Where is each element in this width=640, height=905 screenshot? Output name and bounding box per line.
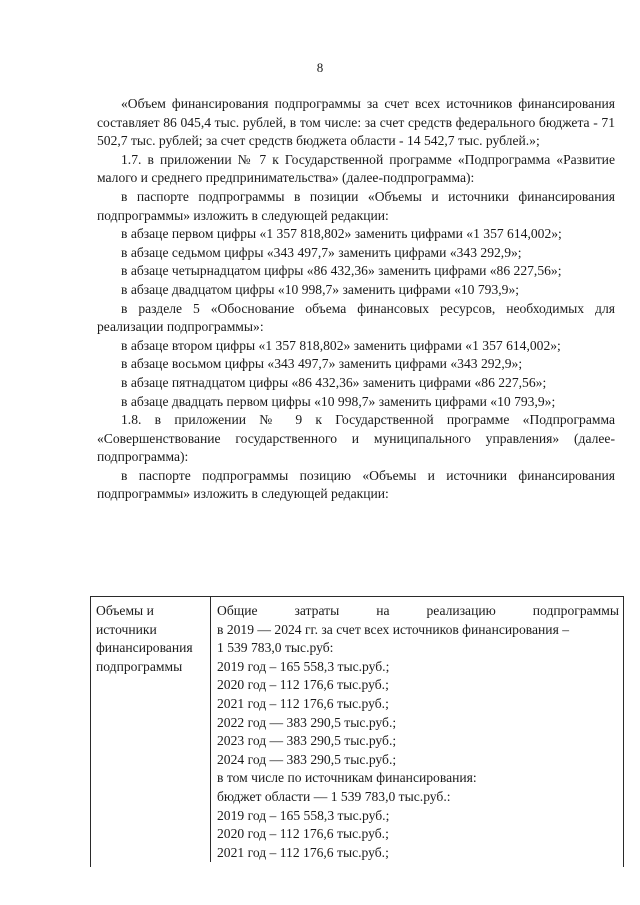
cell-line: 2023 год — 383 290,5 тыс.руб.; [217,733,397,749]
cell-line: бюджет области — 1 539 783,0 тыс.руб.: [217,788,451,804]
cell-line: 2020 год – 112 176,6 тыс.руб.; [217,677,389,693]
cell-line: 2019 год – 165 558,3 тыс.руб.; [217,658,390,674]
cell-line: Общие затраты на реализацию подпрограммы [217,603,619,618]
paragraph-item-1-7: 1.7. в приложении № 7 к Государственной программе «Подпрограмма «Развитие малого и среднего предпринимательства» (далее-подпрограмма): [97,151,615,186]
paragraph-amend-seventh: в абзаце седьмом цифры «343 497,7» заменить цифрами «343 292,9»; [121,244,522,260]
cell-line: Объемы и [96,603,154,618]
cell-line: подпрограммы [96,658,183,674]
paragraph-passport-1-8: в паспорте подпрограммы позицию «Объемы и источники финансирования подпрограммы» изложить в следующей редакции: [97,467,615,502]
paragraph-amend-twentieth: в абзаце двадцатом цифры «10 998,7» заменить цифрами «10 793,9»; [121,281,520,297]
paragraph-passport-1-7: в паспорте подпрограммы в позиции «Объемы и источники финансирования подпрограммы» изложить в следующей редакции: [97,188,615,223]
cell-line: финансирования [96,640,193,656]
passport-table [90,596,624,867]
paragraph-amend-eighth: в абзаце восьмом цифры «343 497,7» заменить цифрами «343 292,9»; [121,356,523,372]
cell-line: 2024 год — 383 290,5 тыс.руб.; [217,751,397,767]
document-body [97,95,615,504]
cell-line: 2021 год – 112 176,6 тыс.руб.; [217,695,389,711]
paragraph-funding-quote: «Объем финансирования подпрограммы за счет всех источников финансирования составляет 86 045,4 тыс. рублей, в том числе: за счет средств федерального бюджета - 71 502,7 тыс. рублей; за счет средств бюджета области - 14 542,7 тыс. рублей.»; [97,96,615,149]
cell-line: источники [96,621,157,637]
page-number: 8 [316,60,324,75]
paragraph-amend-twenty-first: в абзаце двадцать первом цифры «10 998,7» заменить цифрами «10 793,9»; [121,393,556,409]
passport-table-grid [91,597,623,862]
table-cell-funding-details [211,597,624,862]
cell-line: 2022 год — 383 290,5 тыс.руб.; [217,714,397,730]
table-cell-position-name [91,597,211,862]
cell-line: 2019 год – 165 558,3 тыс.руб.; [217,807,390,823]
paragraph-amend-second: в абзаце втором цифры «1 357 818,802» заменить цифрами «1 357 614,002»; [121,337,561,353]
cell-line: 2021 год – 112 176,6 тыс.руб.; [217,844,389,860]
cell-line: в том числе по источникам финансирования: [217,770,477,786]
cell-line: в 2019 — 2024 гг. за счет всех источников финансирования – [217,621,570,637]
cell-line: 1 539 783,0 тыс.руб: [217,640,334,656]
paragraph-amend-fifteenth: в абзаце пятнадцатом цифры «86 432,36» заменить цифрами «86 227,56»; [121,374,547,390]
paragraph-item-1-8: 1.8. в приложении № 9 к Государственной программе «Подпрограмма «Совершенствование государственного и муниципального управления» (далее-подпрограмма): [97,412,615,465]
cell-line: 2020 год – 112 176,6 тыс.руб.; [217,826,389,842]
paragraph-section-5: в разделе 5 «Обоснование объема финансовых ресурсов, необходимых для реализации подпрограммы»: [97,300,615,335]
table-row [91,597,623,862]
paragraph-amend-first: в абзаце первом цифры «1 357 818,802» заменить цифрами «1 357 614,002»; [121,226,562,242]
paragraph-amend-fourteenth: в абзаце четырнадцатом цифры «86 432,36» заменить цифрами «86 227,56»; [121,263,562,279]
